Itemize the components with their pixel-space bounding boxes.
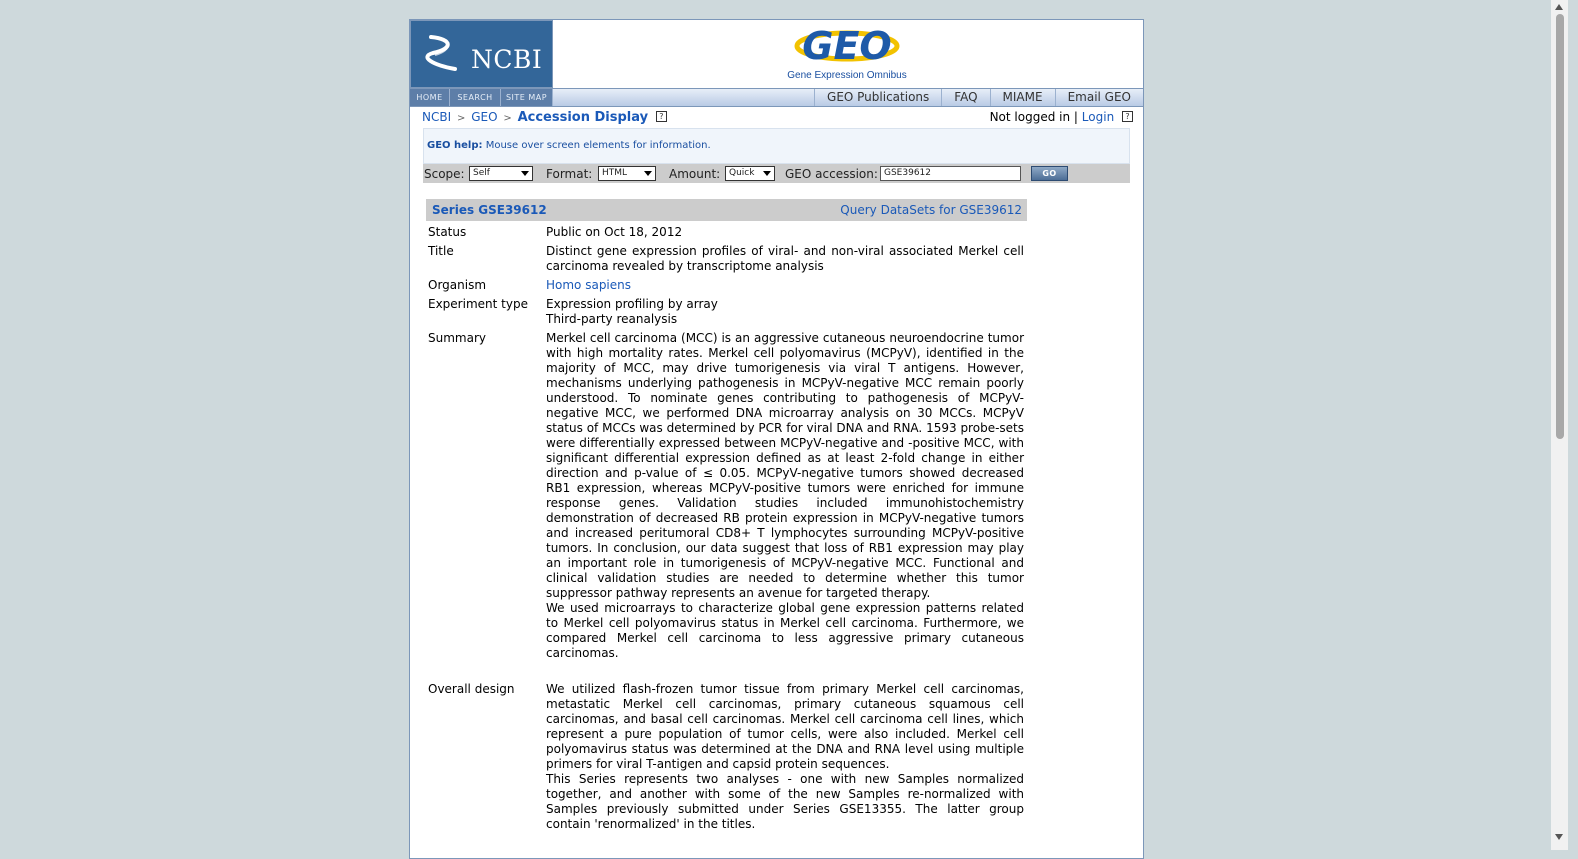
breadcrumb-geo[interactable]: GEO — [471, 110, 498, 124]
scroll-down-arrow-icon[interactable] — [1555, 834, 1563, 840]
experiment-type-value: Third-party reanalysis — [546, 312, 678, 326]
row-value — [546, 244, 1024, 278]
summary-paragraph: Merkel cell carcinoma (MCC) is an aggressive cutaneous neuroendocrine tumor with high mortality rates. Merkel cell polyomavirus (MCPyV), identified in the majority of MCC, may drive tumorigenesis via viral T antigens. However, mechanisms underlying pathogenesis in MCPyV-negative MCC remain poorly understood. To nominate genes contributing to pathogenesis of MCPyV-negative MCC, we performed DNA microarray analysis on 30 MCCs. MCPyV status of MCCs was determined by PCR for viral DNA and RNA. 1593 probe-sets were differentially expressed between MCPyV-negative and -positive MCC, with significant differential expression defined as at least 2-fold change in either direction and p-value of ≤ 0.05. MCPyV-negative tumors showed decreased RB1 expression, whereas MCPyV-positive tumors were enriched for immune response genes. Validation studies included immunohistochemistry demonstration of decreased RB protein expression in MCPyV-negative tumors and increased peritumoral CD8+ T lymphocytes surrounding MCPyV-positive tumors. In conclusion, our data suggest that loss of RB1 expression may play an important role in tumorigenesis of MCPyV-negative MCC. Functional and clinical validation studies are needed to determine whether this tumor suppressor pathway represents an avenue for targeted therapy. — [546, 331, 1024, 600]
row-label: Title — [428, 244, 454, 258]
help-question-icon[interactable]: ? — [656, 111, 667, 122]
breadcrumb — [422, 109, 667, 127]
format-select[interactable] — [598, 166, 656, 181]
login-area — [990, 109, 1133, 125]
series-title: Series GSE39612 — [432, 203, 547, 217]
dna-helix-icon — [423, 33, 463, 75]
summary-paragraph: We used microarrays to characterize global gene expression patterns related to Merkel cell polyomavirus status in Merkel cell carcinoma. Furthermore, we compared Merkel cell carcinoma to less aggressive primary cutaneous carcinomas. — [546, 601, 1024, 660]
experiment-type-value: Expression profiling by array — [546, 297, 718, 311]
series-header — [426, 199, 1027, 221]
help-title: GEO help: — [427, 140, 483, 151]
format-value: HTML — [602, 168, 628, 178]
row-value — [546, 225, 1024, 244]
row-label: Summary — [428, 331, 486, 345]
amount-label: Amount: — [669, 167, 721, 181]
breadcrumb-ncbi[interactable]: NCBI — [422, 110, 452, 124]
geo-nav — [814, 89, 1143, 106]
geo-tagline: Gene Expression Omnibus — [787, 70, 907, 81]
row-value — [546, 297, 1024, 331]
row-label: Status — [428, 225, 467, 239]
format-label: Format: — [546, 167, 593, 181]
row-label: Organism — [428, 278, 487, 292]
geo-logo-mark — [791, 26, 903, 70]
nav-email-geo[interactable]: Email GEO — [1055, 89, 1143, 106]
top-nav-bar — [410, 88, 1143, 107]
scope-label: Scope: — [424, 167, 465, 181]
query-datasets-link[interactable]: Query DataSets for GSE39612 — [840, 203, 1022, 217]
help-question-icon[interactable]: ? — [1122, 111, 1133, 122]
row-status — [428, 225, 1026, 244]
login-separator: | — [1073, 110, 1078, 124]
title-value: Distinct gene expression profiles of viral- and non-viral associated Merkel cell carcinoma revealed by transcriptome analysis — [546, 244, 1024, 273]
design-paragraph: We utilized flash-frozen tumor tissue from primary Merkel cell carcinomas, metastatic Merkel cell carcinomas, primary cutaneous squamous cell carcinomas, and basal cell carcinomas. Merkel cell carcinoma cell lines, which represent a pure population of tumor cells, were also included. Merkel cell polyomavirus status was determined at the DNA and RNA level using multiple primers for viral T-antigen and capsid protein sequences. — [546, 682, 1024, 771]
row-organism — [428, 278, 1026, 297]
row-value — [546, 682, 1024, 842]
nav-miame[interactable]: MIAME — [990, 89, 1055, 106]
design-paragraph: This Series represents two analyses - one with new Samples normalized together, and another with some of the new Samples re-normalized with Samples previously submitted under Series GSE13355. The latter group contain 'renormalized' in the titles. — [546, 772, 1024, 831]
go-button[interactable]: GO — [1031, 166, 1068, 181]
nav-faq[interactable]: FAQ — [941, 89, 989, 106]
nav-site-map[interactable]: SITE MAP — [501, 89, 553, 106]
scroll-thumb[interactable] — [1556, 14, 1564, 439]
page-scrollbar[interactable] — [1551, 0, 1568, 850]
row-summary — [428, 331, 1026, 682]
row-value — [546, 331, 1024, 682]
row-experiment-type — [428, 297, 1026, 331]
geo-help-box — [423, 128, 1130, 164]
series-details — [428, 225, 1026, 842]
organism-link[interactable]: Homo sapiens — [546, 278, 632, 292]
amount-value: Quick — [729, 168, 755, 178]
breadcrumb-separator: > — [456, 113, 466, 124]
login-status: Not logged in — [989, 110, 1071, 124]
accession-input[interactable] — [880, 166, 1021, 181]
geo-logo-text: GEO — [802, 26, 892, 68]
geo-page-frame — [409, 19, 1144, 859]
amount-select[interactable] — [725, 166, 775, 181]
nav-home[interactable]: HOME — [410, 89, 450, 106]
row-label: Experiment type — [428, 297, 528, 311]
scroll-up-arrow-icon[interactable] — [1555, 4, 1563, 10]
ncbi-nav — [410, 89, 553, 106]
geo-logo[interactable] — [553, 20, 1143, 88]
accession-form — [423, 164, 1130, 183]
login-link[interactable]: Login — [1081, 110, 1115, 124]
ncbi-logo[interactable] — [410, 20, 553, 88]
row-title — [428, 244, 1026, 278]
breadcrumb-current: Accession Display — [517, 110, 649, 125]
scope-select[interactable] — [469, 166, 533, 181]
nav-search[interactable]: SEARCH — [450, 89, 501, 106]
accession-label: GEO accession: — [785, 167, 878, 181]
row-label: Overall design — [428, 682, 515, 696]
status-value: Public on Oct 18, 2012 — [546, 225, 683, 239]
accession-value: GSE39612 — [884, 168, 932, 178]
scope-value: Self — [473, 168, 490, 178]
help-message: Mouse over screen elements for information. — [485, 140, 711, 151]
ncbi-logo-text: NCBI — [471, 45, 543, 74]
breadcrumb-separator: > — [503, 113, 512, 124]
row-overall-design — [428, 682, 1026, 842]
nav-geo-publications[interactable]: GEO Publications — [814, 89, 941, 106]
row-value — [546, 278, 1024, 297]
